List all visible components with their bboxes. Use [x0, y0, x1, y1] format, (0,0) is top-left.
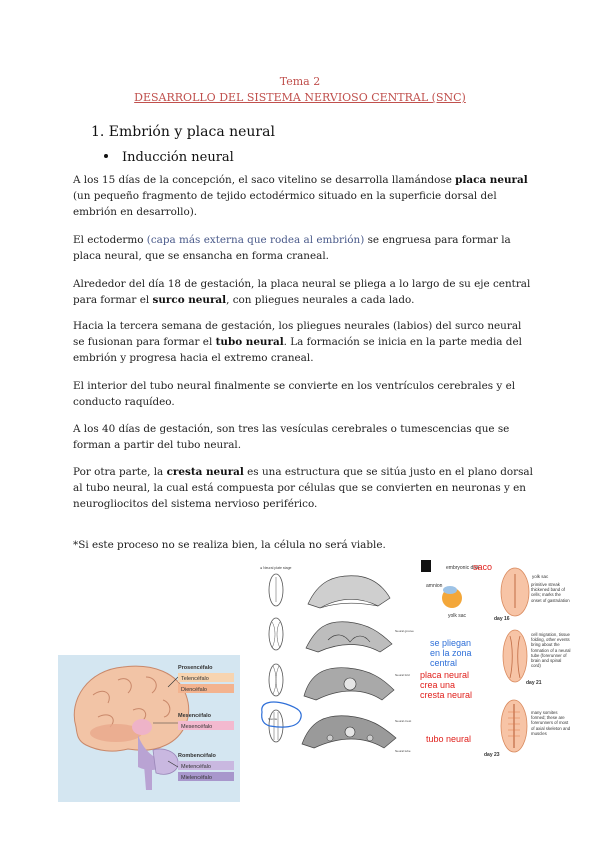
- label-telencefalo: Telencéfalo: [181, 676, 209, 682]
- label-placa-neural: placa neural: [420, 670, 470, 680]
- label-day23: day 23: [484, 752, 500, 758]
- label-se-pliegan-1: se pliegan: [430, 638, 472, 648]
- embryo-day23: [501, 700, 527, 752]
- blue-annotation-circle: [262, 702, 302, 727]
- side-label-neural-fold: Neural fold: [395, 673, 410, 677]
- bullet-icon: [104, 154, 108, 158]
- label-amnion: amnion: [426, 583, 443, 589]
- label-yolk-sac: yolk sac: [448, 613, 467, 619]
- embryo-row-1: [269, 574, 390, 608]
- paragraph-placa-neural: A los 15 días de la concepción, el saco vitelino se desarrolla llamándose placa neural (un pequeño fragmento de tejido ectodérmico situado en la superficie dorsal del embrión en desarrollo).: [73, 174, 528, 218]
- paragraph-ectodermo: El ectodermo (capa más externa que rodea al embrión) se engruesa para formar la placa neural, que se ensancha en forma craneal.: [73, 234, 511, 262]
- label-cell-migration: cell migration, tissue folding, other events bring about the formation of a neural tube (forerunner of brain and spinal cord): [531, 632, 571, 669]
- label-primitive-streak: primitive streak thickened band of cells; marks the onset of gastrulation: [531, 582, 570, 603]
- viability-note: *Si este proceso no se realiza bien, la célula no será viable.: [73, 539, 386, 551]
- paragraph-tubo-neural: Hacia la tercera semana de gestación, los pliegues neurales (labios) del surco neural se fusionan para formar el tubo neural. La formación se inicia en la parte media del embrión y progresa hacia el extremo craneal.: [73, 320, 522, 364]
- diagram-top-label: ● Neural plate stage: [260, 566, 292, 570]
- yolk-sac-illustration: [442, 586, 462, 608]
- label-cresta-neural: cresta neural: [420, 690, 473, 700]
- label-mesencefalo2: Mesencéfalo: [181, 724, 213, 730]
- circle-label: Somite: [268, 717, 278, 721]
- label-yolk-sac-r: yolk sac: [532, 574, 549, 579]
- label-se-pliegan-2: en la zona: [430, 648, 472, 658]
- neural-folding-diagram: [258, 562, 414, 760]
- label-somites: many somites formed; these are forerunners of most of axial skeleton and muscles: [531, 710, 571, 736]
- embryo-day21: [503, 630, 527, 682]
- embryo-row-4: [269, 710, 411, 753]
- section-heading: 1. Embrión y placa neural: [91, 124, 275, 140]
- paragraph-surco-neural: Alrededor del día 18 de gestación, la placa neural se pliega a lo largo de su eje central para formar el surco neural, con pliegues neurales a cada lado.: [73, 278, 531, 306]
- label-prosencefalo: Prosencéfalo: [178, 665, 213, 671]
- embryo-row-3: [269, 664, 410, 700]
- label-mesencefalo: Mesencéfalo: [178, 713, 212, 719]
- label-day16: day 16: [494, 616, 510, 622]
- label-saco: saco: [473, 562, 493, 572]
- document-title: DESARROLLO DEL SISTEMA NERVIOSO CENTRAL (SNC): [134, 91, 466, 104]
- brain-illustration: [74, 666, 188, 790]
- subsection-heading-text: Inducción neural: [122, 150, 234, 165]
- label-tubo-neural: tubo neural: [426, 734, 472, 744]
- label-embryonic-disk: embryonic disk: [446, 565, 480, 571]
- label-rombencefalo: Rombencéfalo: [178, 753, 216, 759]
- paragraph-vesiculas: A los 40 días de gestación, son tres las vesículas cerebrales o tumescencias que se forman a partir del tubo neural.: [73, 423, 510, 451]
- label-metencefalo: Metencéfalo: [181, 764, 211, 770]
- paragraph-ventriculos: El interior del tubo neural finalmente se convierte en los ventrículos cerebrales y el conducto raquídeo.: [73, 380, 516, 408]
- label-diencefalo: Diencéfalo: [181, 687, 207, 693]
- label-crea-una: crea una: [420, 680, 456, 690]
- tema-label: Tema 2: [279, 75, 321, 88]
- paragraph-cresta-neural: Por otra parte, la cresta neural es una estructura que se sitúa justo en el plano dorsal al tubo neural, la cual está compuesta por células que se convierten en neuronas y en neurogliocitos del sistema nervioso periférico.: [73, 466, 533, 510]
- label-se-pliegan-3: central: [430, 658, 458, 668]
- embryo-row-2: [269, 618, 414, 652]
- label-mielencefalo: Mielencéfalo: [181, 775, 212, 781]
- embryo-development-figure: [418, 560, 570, 760]
- side-label-neural-groove: Neural groove: [395, 629, 414, 633]
- subsection-heading: [104, 150, 234, 165]
- side-label-neural-crest: Neural crest: [395, 719, 412, 723]
- label-day21: day 21: [526, 680, 542, 686]
- embryo-day16: [501, 568, 529, 616]
- brain-figure: [58, 655, 240, 802]
- side-label-neural-tube: Neural tube: [395, 749, 411, 753]
- black-marker: [421, 560, 431, 572]
